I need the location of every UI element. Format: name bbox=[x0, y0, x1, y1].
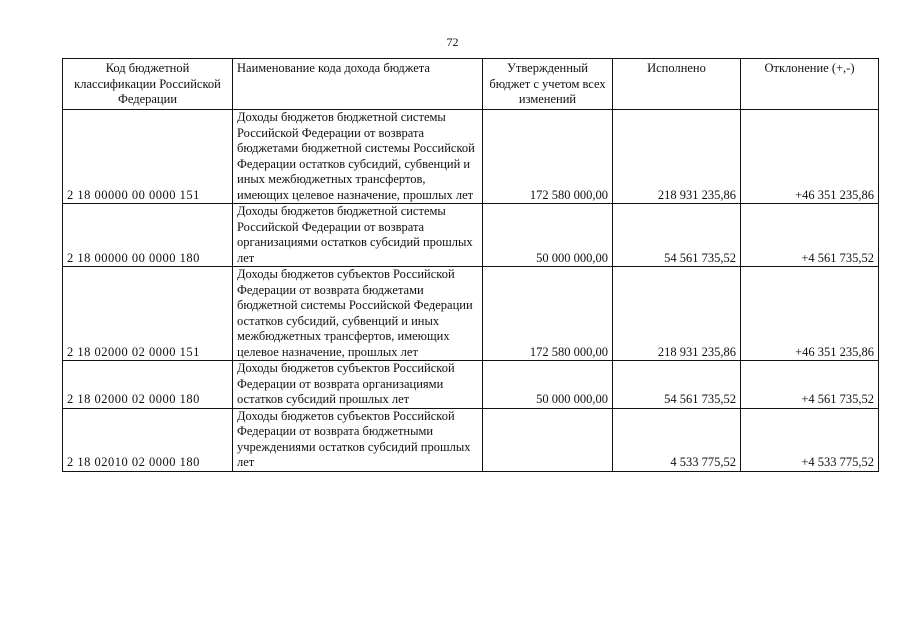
row-deviation: +46 351 235,86 bbox=[741, 267, 879, 361]
table-row bbox=[63, 408, 879, 471]
header-approved: Утвержденный бюджет с учетом всех изменений bbox=[483, 59, 613, 110]
row-executed: 54 561 735,52 bbox=[613, 361, 741, 409]
table-row bbox=[63, 204, 879, 267]
row-deviation: +4 533 775,52 bbox=[741, 408, 879, 471]
row-approved: 172 580 000,00 bbox=[483, 267, 613, 361]
header-deviation: Отклонение (+,-) bbox=[741, 59, 879, 110]
header-executed: Исполнено bbox=[613, 59, 741, 110]
row-deviation: +4 561 735,52 bbox=[741, 361, 879, 409]
header-code: Код бюджетной классификации Российской Федерации bbox=[63, 59, 233, 110]
row-code: 2 18 02010 02 0000 180 bbox=[63, 408, 233, 471]
row-code: 2 18 00000 00 0000 151 bbox=[63, 110, 233, 204]
row-name: Доходы бюджетов субъектов Российской Федерации от возврата организациями остатков субсидий прошлых лет bbox=[233, 361, 483, 409]
budget-revenue-table bbox=[62, 58, 879, 472]
row-deviation: +4 561 735,52 bbox=[741, 204, 879, 267]
row-name: Доходы бюджетов субъектов Российской Федерации от возврата бюджетами бюджетной системы Российской Федерации остатков субсидий, субвенций и иных межбюджетных трансфертов, имеющих целевое назначение, прошлых лет bbox=[233, 267, 483, 361]
row-approved: 50 000 000,00 bbox=[483, 361, 613, 409]
row-code: 2 18 00000 00 0000 180 bbox=[63, 204, 233, 267]
row-executed: 54 561 735,52 bbox=[613, 204, 741, 267]
row-deviation: +46 351 235,86 bbox=[741, 110, 879, 204]
table-header-row bbox=[63, 59, 879, 110]
table-row bbox=[63, 267, 879, 361]
row-code: 2 18 02000 02 0000 180 bbox=[63, 361, 233, 409]
page-number: 72 bbox=[446, 35, 459, 49]
row-executed: 4 533 775,52 bbox=[613, 408, 741, 471]
row-approved bbox=[483, 408, 613, 471]
row-approved: 172 580 000,00 bbox=[483, 110, 613, 204]
row-name: Доходы бюджетов бюджетной системы Российской Федерации от возврата бюджетами бюджетной системы Российской Федерации остатков субсидий, субвенций и иных межбюджетных трансфертов, имеющих целевое назначение, прошлых лет bbox=[233, 110, 483, 204]
row-code: 2 18 02000 02 0000 151 bbox=[63, 267, 233, 361]
row-name: Доходы бюджетов бюджетной системы Российской Федерации от возврата организациями остатков субсидий прошлых лет bbox=[233, 204, 483, 267]
row-approved: 50 000 000,00 bbox=[483, 204, 613, 267]
row-executed: 218 931 235,86 bbox=[613, 267, 741, 361]
row-name: Доходы бюджетов субъектов Российской Федерации от возврата бюджетными учреждениями остатков субсидий прошлых лет bbox=[233, 408, 483, 471]
row-executed: 218 931 235,86 bbox=[613, 110, 741, 204]
header-name: Наименование кода дохода бюджета bbox=[233, 59, 483, 110]
table-row bbox=[63, 110, 879, 204]
table-row bbox=[63, 361, 879, 409]
